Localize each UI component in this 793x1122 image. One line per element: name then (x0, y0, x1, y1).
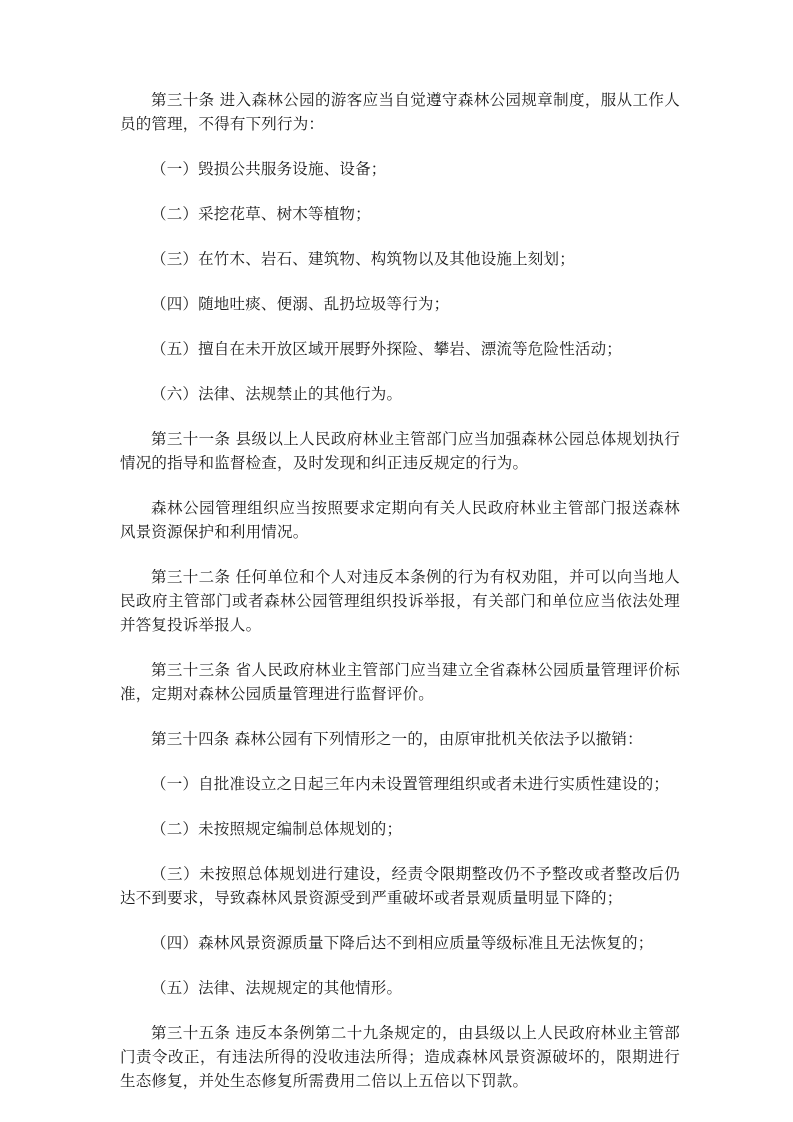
article-34-item-4: （四）森林风景资源质量下降后达不到相应质量等级标准且无法恢复的； (151, 934, 654, 952)
article-32: 第三十二条 任何单位和个人对违反本条例的行为有权劝阻，并可以向当地人民政府主管部门或者森林公园管理组织投诉举报，有关部门和单位应当依法处理并答复投诉举报人。 (120, 568, 680, 634)
article-30-item-2: （二）采挖花草、树木等植物； (151, 205, 371, 223)
article-31-paragraph-2: 森林公园管理组织应当按照要求定期向有关人民政府林业主管部门报送森林风景资源保护和利用情况。 (120, 499, 680, 541)
document-body (120, 88, 680, 1093)
article-30-item-3: （三）在竹木、岩石、建筑物、构筑物以及其他设施上刻划； (151, 250, 575, 268)
article-34-item-1: （一）自批准设立之日起三年内未设置管理组织或者未进行实质性建设的； (151, 775, 670, 793)
article-30-item-4: （四）随地吐痰、便溺、乱扔垃圾等行为； (151, 295, 450, 313)
article-34-item-5: （五）法律、法规规定的其他情形。 (151, 979, 403, 997)
article-34-item-2: （二）未按照规定编制总体规划的； (151, 820, 403, 838)
article-30-item-5: （五）擅自在未开放区域开展野外探险、攀岩、漂流等危险性活动； (151, 340, 623, 358)
article-30-intro: 第三十条 进入森林公园的游客应当自觉遵守森林公园规章制度，服从工作人员的管理，不得有下列行为： (120, 91, 680, 133)
article-34-intro: 第三十四条 森林公园有下列情形之一的，由原审批机关依法予以撤销： (151, 730, 643, 748)
article-30-item-6: （六）法律、法规禁止的其他行为。 (151, 385, 403, 403)
article-31-paragraph-1: 第三十一条 县级以上人民政府林业主管部门应当加强森林公园总体规划执行情况的指导和监督检查，及时发现和纠正违反规定的行为。 (120, 430, 680, 472)
article-30-item-1: （一）毁损公共服务设施、设备； (151, 160, 387, 178)
article-33: 第三十三条 省人民政府林业主管部门应当建立全省森林公园质量管理评价标准，定期对森林公园质量管理进行监督评价。 (120, 661, 680, 703)
article-35: 第三十五条 违反本条例第二十九条规定的，由县级以上人民政府林业主管部门责令改正，有违法所得的没收违法所得；造成森林风景资源破坏的，限期进行生态修复，并处生态修复所需费用二倍以上五倍以下罚款。 (120, 1024, 680, 1090)
article-34-item-3: （三）未按照总体规划进行建设，经责令限期整改仍不予整改或者整改后仍达不到要求，导致森林风景资源受到严重破坏或者景观质量明显下降的； (120, 865, 680, 907)
